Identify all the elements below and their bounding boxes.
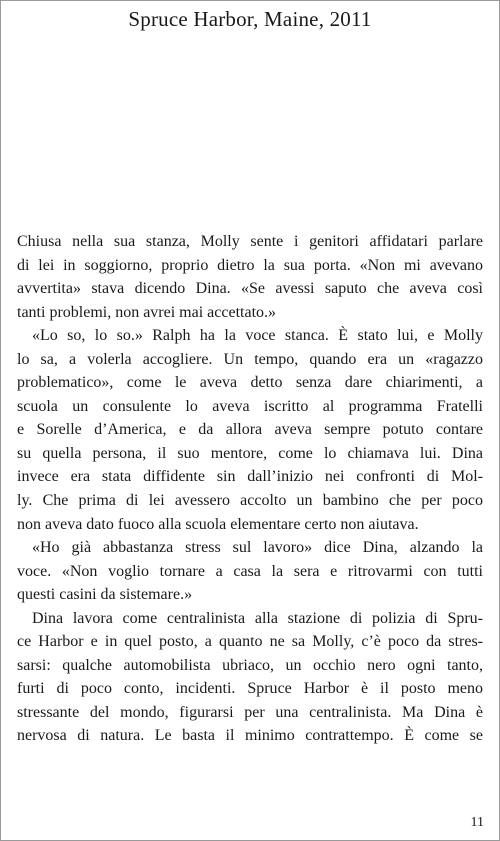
text-line: furti di poco conto, incidenti. Spruce Harbor è il posto meno <box>17 680 483 698</box>
text-line: voce. «Non voglio tornare a casa la sera e ritrovarmi con tutti <box>17 562 483 580</box>
text-line: nervosa di natura. Le basta il minimo contrattempo. È come se <box>17 727 483 745</box>
body-text <box>17 230 483 748</box>
text-line: stressante del mondo, figurarsi per una centralinista. Ma Dina è <box>17 703 483 721</box>
text-line: lo sa, a volerla accogliere. Un tempo, quando era un «ragazzo <box>17 350 483 368</box>
text-line: Chiusa nella sua stanza, Molly sente i genitori affidatari parlare <box>17 233 483 250</box>
text-line: ce Harbor e in quel posto, a quanto ne sa Molly, c’è poco da stres- <box>17 633 483 651</box>
text-line: sarsi: qualche automobilista ubriaco, un occhio nero ogni tanto, <box>17 656 483 674</box>
page-number: 11 <box>470 815 484 830</box>
text-line: e Sorelle d’America, e da allora aveva sempre potuto contare <box>17 421 483 439</box>
text-line: di lei in soggiorno, proprio dietro la sua porta. «Non mi avevano <box>17 256 483 274</box>
text-line: tanti problemi, non avrei mai accettato.» <box>17 303 277 321</box>
chapter-title: Spruce Harbor, Maine, 2011 <box>128 7 372 31</box>
text-line: avvertita» stava dicendo Dina. «Se avessi saputo che aveva così <box>17 280 483 298</box>
text-line: scuola un consulente lo aveva iscritto al programma Fratelli <box>17 397 483 415</box>
text-line: Dina lavora come centralinista alla stazione di polizia di Spru- <box>32 609 483 627</box>
text-line: ly. Che prima di lei avessero accolto un bambino che per poco <box>17 492 483 510</box>
text-line: invece era stata diffidente sin dall’inizio nei confronti di Mol- <box>17 468 483 486</box>
text-line: questi casini da sistemare.» <box>17 586 193 604</box>
text-line: «Ho già abbastanza stress sul lavoro» dice Dina, alzando la <box>32 539 483 557</box>
text-line: «Lo so, lo so.» Ralph ha la voce stanca. È stato lui, e Molly <box>32 327 483 345</box>
text-line: problematico», come le aveva detto senza dare chiarimenti, a <box>17 374 483 392</box>
text-line: non aveva dato fuoco alla scuola elementare certo non aiutava. <box>17 515 419 533</box>
text-line: su quella persona, il suo mentore, come lo chiamava lui. Dina <box>17 444 483 462</box>
